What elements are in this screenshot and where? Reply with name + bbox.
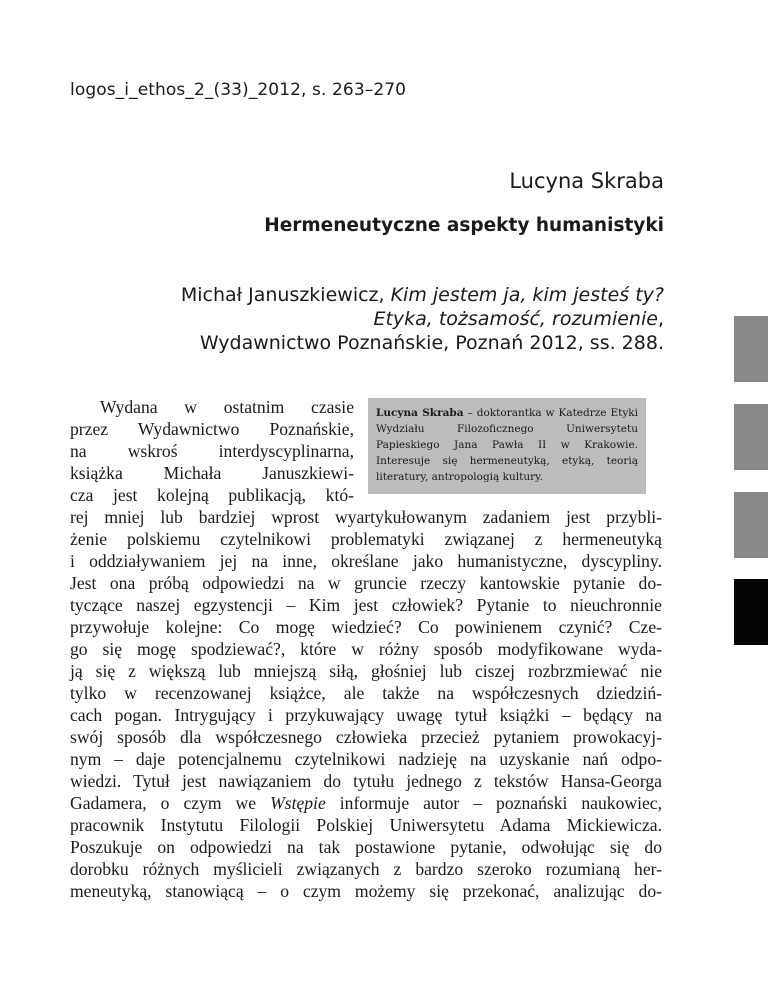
- body-line: Jest ona próbą odpowiedzi na w gruncie rzeczy kantowskie pytanie do-: [70, 573, 662, 593]
- author-note-text: – doktorantka w Katedrze Etyki Wydziału Filozoficznego Uniwersytetu Papieskiego Jana Pawła II w Krakowie. Interesuje się hermeneutyką, etyką, teorią literatury, antropologią kultury.: [376, 407, 638, 483]
- body-line: ją się z większą lub mniejszą siłą, głośniej lub ciszej rozbrzmiewać nie: [70, 661, 662, 681]
- body-line: na wskroś interdyscyplinarna,: [70, 441, 354, 461]
- body-line: Poszukuje on odpowiedzi na tak postawione pytanie, odwołując się do: [70, 837, 662, 857]
- body-line: [70, 792, 662, 814]
- citation-book-title-1: Kim jestem ja, kim jesteś ty?: [390, 284, 664, 306]
- body-line: rej mniej lub bardziej wprost wyartykułowanym zadaniem jest przybli-: [70, 507, 662, 527]
- body-line: Wydana w ostatnim czasie: [100, 397, 354, 417]
- body-line: książka Michała Januszkiewi-: [70, 463, 354, 483]
- section-thumb-tab-3: [734, 492, 768, 558]
- article-title: Hermeneutyczne aspekty humanistyki: [264, 215, 664, 236]
- body-line: żenie polskiemu czytelnikowi problematyki związanej z hermeneutyką: [70, 529, 662, 549]
- citation-line-3: Wydawnictwo Poznańskie, Poznań 2012, ss. 288.: [199, 332, 664, 354]
- body-line: wiedzi. Tytuł jest nawiązaniem do tytułu jednego z tekstów Hansa-Georga: [70, 771, 662, 791]
- citation-author: Michał Januszkiewicz,: [180, 284, 391, 306]
- body-line: pracownik Instytutu Filologii Polskiej Uniwersytetu Adama Mickiewicza.: [70, 815, 662, 835]
- journal-reference: logos_i_ethos_2_(33)_2012, s. 263–270: [70, 80, 407, 100]
- body-italic-run: Wstępie: [270, 793, 326, 813]
- body-text-run: informuje autor – poznański naukowiec,: [325, 793, 662, 813]
- body-line: przywołuje kolejne: Co mogę wiedzieć? Co powinienem czynić? Cze-: [70, 617, 662, 637]
- citation-book-title-2: Etyka, tożsamość, rozumienie: [373, 308, 658, 330]
- body-line: cza jest kolejną publikacją, któ-: [70, 485, 354, 505]
- body-line: nym – daje potencjalnemu czytelnikowi nadzieję na uzyskanie nań odpo-: [70, 749, 662, 769]
- body-text-run: Gadamera, o czym we: [70, 793, 271, 813]
- body-line: cach pogan. Intrygujący i przykuwający uwagę tytuł książki – będący na: [70, 705, 662, 725]
- body-line: dorobku różnych myślicieli związanych z bardzo szeroko rozumianą her-: [70, 859, 662, 879]
- body-line: i oddziaływaniem jej na inne, określane jako humanistyczne, dyscypliny.: [70, 551, 662, 571]
- citation-line-2: [104, 307, 664, 331]
- body-line: przez Wydawnictwo Poznańskie,: [70, 419, 354, 439]
- book-citation: [104, 283, 664, 355]
- body-line: tylko w recenzowanej książce, ale także na współczesnych dziedziń-: [70, 683, 662, 703]
- section-thumb-tab-1: [734, 316, 768, 382]
- citation-comma: ,: [657, 308, 664, 330]
- author-note-name: Lucyna Skraba: [376, 407, 464, 419]
- citation-line-1: [104, 283, 664, 307]
- author-name: Lucyna Skraba: [509, 169, 664, 193]
- body-line: swój sposób dla współczesnego człowieka przecież pytaniem prowokacyj-: [70, 727, 662, 747]
- body-line: go się mogę spodziewać?, które w różny sposób modyfikowane wyda-: [70, 639, 662, 659]
- section-thumb-tab-active: [734, 579, 768, 645]
- body-text: [70, 396, 662, 902]
- body-line: tyczące naszej egzystencji – Kim jest człowiek? Pytanie to nieuchronnie: [70, 595, 662, 615]
- section-thumb-tab-2: [734, 404, 768, 470]
- body-line: meneutyką, stanowiącą – o czym możemy się przekonać, analizując do-: [70, 881, 662, 901]
